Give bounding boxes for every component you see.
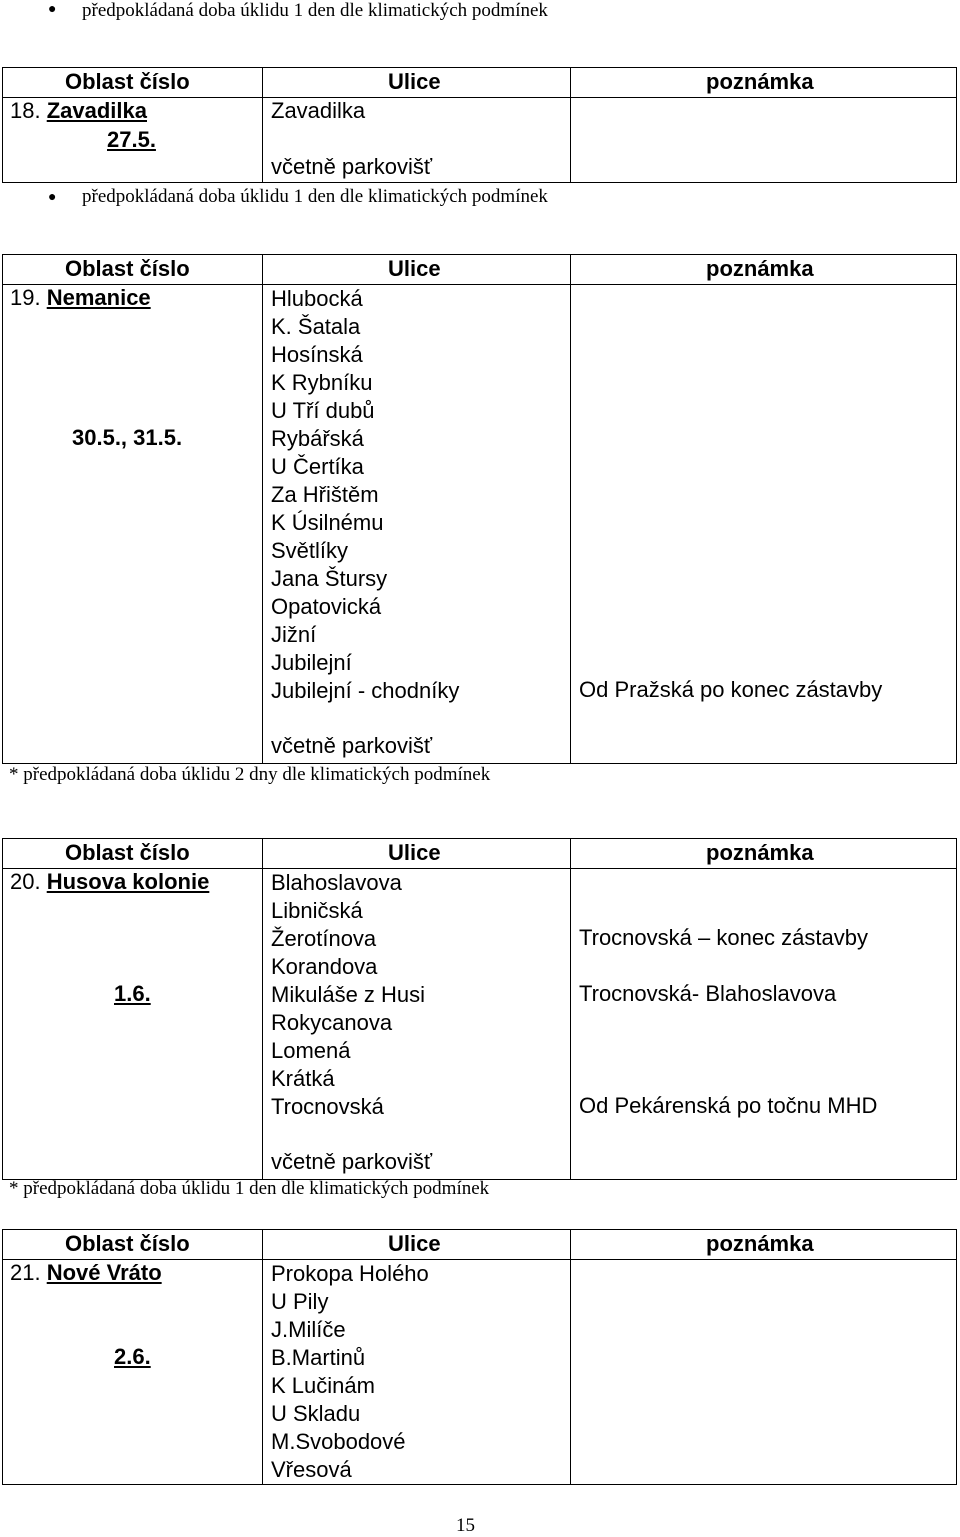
street-item: Za Hřištěm bbox=[271, 482, 379, 507]
street-item: M.Svobodové bbox=[271, 1429, 406, 1454]
street-item: Světlíky bbox=[271, 538, 349, 563]
street-item: Zavadilka bbox=[271, 98, 366, 123]
street-item: U Tří dubů bbox=[271, 398, 375, 423]
street-list bbox=[271, 869, 425, 1121]
header-area: Oblast číslo bbox=[65, 69, 190, 94]
street-item: U Čertíka bbox=[271, 454, 364, 479]
street-item: K Rybníku bbox=[271, 370, 373, 395]
street-item: Vřesová bbox=[271, 1457, 352, 1482]
area-date: 27.5. bbox=[107, 127, 156, 152]
street-item: Hlubocká bbox=[271, 286, 363, 311]
header-area: Oblast číslo bbox=[65, 840, 190, 865]
header-note: poznámka bbox=[706, 69, 814, 94]
header-note: poznámka bbox=[706, 840, 814, 865]
area-table-20 bbox=[2, 838, 957, 1180]
area-name: Nové Vráto bbox=[46, 1260, 162, 1285]
area-table-21 bbox=[2, 1229, 957, 1485]
street-list bbox=[271, 1260, 429, 1484]
area-date: 2.6. bbox=[114, 1344, 151, 1369]
street-item: Opatovická bbox=[271, 594, 382, 619]
street-item: Krátká bbox=[271, 1066, 335, 1091]
area-table-19 bbox=[2, 254, 957, 764]
street-item: K. Šatala bbox=[271, 314, 361, 339]
street-item: Blahoslavova bbox=[271, 870, 402, 895]
street-item: U Skladu bbox=[271, 1401, 361, 1426]
parking-note: včetně parkovišť bbox=[271, 1149, 433, 1174]
street-item: Jubilejní - chodníky bbox=[271, 678, 460, 703]
header-streets: Ulice bbox=[388, 69, 441, 94]
header-streets: Ulice bbox=[388, 840, 441, 865]
street-note: Trocnovská- Blahoslavova bbox=[579, 981, 837, 1006]
street-item: Rybářská bbox=[271, 426, 364, 451]
area-title bbox=[10, 869, 209, 895]
header-note: poznámka bbox=[706, 256, 814, 281]
area-number: 18. bbox=[10, 98, 41, 123]
footnote-19: * předpokládaná doba úklidu 2 dny dle klimatických podmínek bbox=[9, 764, 491, 785]
street-list bbox=[271, 285, 459, 705]
area-date: 1.6. bbox=[114, 981, 151, 1006]
area-number: 20. bbox=[10, 869, 41, 894]
street-item: Jižní bbox=[271, 622, 317, 647]
header-streets: Ulice bbox=[388, 1231, 441, 1256]
area-table-18 bbox=[2, 67, 957, 183]
street-item: Mikuláše z Husi bbox=[271, 982, 426, 1007]
area-date: 30.5., 31.5. bbox=[72, 425, 183, 450]
street-item: Rokycanova bbox=[271, 1010, 393, 1035]
area-title bbox=[10, 98, 147, 124]
street-item: B.Martinů bbox=[271, 1345, 366, 1370]
header-area: Oblast číslo bbox=[65, 256, 190, 281]
street-item: Lomená bbox=[271, 1038, 351, 1063]
top-note: předpokládaná doba úklidu 1 den dle klimatických podmínek bbox=[82, 0, 548, 21]
street-item: Korandova bbox=[271, 954, 378, 979]
area-name: Husova kolonie bbox=[46, 869, 210, 894]
page-number: 15 bbox=[456, 1515, 475, 1536]
parking-note: včetně parkovišť bbox=[271, 154, 433, 179]
street-note: Od Pražská po konec zástavby bbox=[579, 677, 883, 702]
footnote-18: předpokládaná doba úklidu 1 den dle klimatických podmínek bbox=[82, 186, 548, 207]
parking-note: včetně parkovišť bbox=[271, 733, 433, 758]
street-item: U Pily bbox=[271, 1289, 329, 1314]
area-name: Nemanice bbox=[46, 285, 151, 310]
street-note: Trocnovská – konec zástavby bbox=[579, 925, 868, 950]
street-item: Jubilejní bbox=[271, 650, 352, 675]
street-item: Libničská bbox=[271, 898, 363, 923]
area-title bbox=[10, 1260, 162, 1286]
street-item: Žerotínova bbox=[271, 926, 377, 951]
area-number: 21. bbox=[10, 1260, 41, 1285]
header-streets: Ulice bbox=[388, 256, 441, 281]
bullet-icon: ● bbox=[48, 2, 57, 17]
footnote-20: * předpokládaná doba úklidu 1 den dle klimatických podmínek bbox=[9, 1178, 490, 1199]
street-item: Jana Štursy bbox=[271, 566, 388, 591]
street-note: Od Pekárenská po točnu MHD bbox=[579, 1093, 878, 1118]
area-number: 19. bbox=[10, 285, 41, 310]
street-item: Trocnovská bbox=[271, 1094, 384, 1119]
street-item: J.Milíče bbox=[271, 1317, 346, 1342]
bullet-icon: ● bbox=[48, 190, 57, 205]
street-item: Hosínská bbox=[271, 342, 363, 367]
street-item: K Úsilnému bbox=[271, 510, 384, 535]
street-item: K Lučinám bbox=[271, 1373, 375, 1398]
street-item: Prokopa Holého bbox=[271, 1261, 429, 1286]
header-note: poznámka bbox=[706, 1231, 814, 1256]
area-name: Zavadilka bbox=[46, 98, 147, 123]
area-title bbox=[10, 285, 151, 311]
header-area: Oblast číslo bbox=[65, 1231, 190, 1256]
